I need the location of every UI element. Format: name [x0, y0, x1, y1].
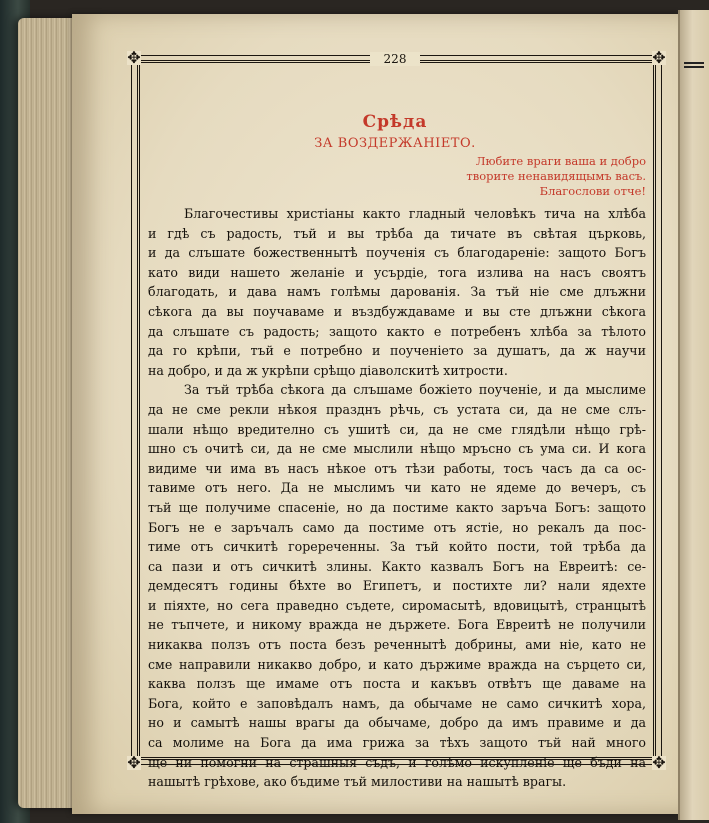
- text-line: Бога, който е заповѣдалъ намъ, да обычаме не само сичкитѣ хора,: [148, 695, 646, 711]
- text-line: са пази и отъ сичкитѣ злины. Както казвалъ Богъ на Евреитѣ: се-: [148, 558, 646, 574]
- text-line: на добро, и да ж укрѣпи срѣщо діаволскитѣ хитрости.: [148, 362, 508, 378]
- text-line: видиме чи има въ насъ нѣкое отъ тѣзи работы, тосъ часъ да са ос-: [148, 460, 646, 476]
- text-line: и да слъшате божественнытѣ поученія съ благодареніе: защото Богъ: [148, 245, 646, 261]
- text-line: да не сме рекли нѣкоя празднъ рѣчь, съ устата си, да не сме слъ-: [148, 401, 646, 417]
- text-line: ще ни помогни на страшныя съдъ, и голѣмо искупленіе ще бъди на: [148, 754, 646, 770]
- text-line: са молиме на Бога да има грижа за тѣхъ защото тъй най много: [148, 735, 646, 751]
- text-line: но и самытѣ нашы врагы да обычаме, добро да имъ правиме и да: [148, 715, 646, 731]
- text-line: каква ползъ ще имаме отъ поста и какъвъ отвѣтъ ще даваме на: [148, 676, 646, 692]
- epigraph-line: Любите враги ваша и добро: [475, 154, 646, 168]
- sermon-subtitle: ЗА ВОЗДЕРЖАНІЕТО.: [314, 136, 476, 151]
- text-line: не тъпчете, и никому вражда не държете. Бога Евреитѣ не получили: [148, 617, 646, 633]
- text-line: сме направили никакво добро, и като държиме вражда на сърцето си,: [148, 656, 646, 672]
- text-line: никаква ползъ отъ поста безъ реченнытѣ добрины, ами ніе, като не: [148, 637, 646, 653]
- text-line: нашытѣ грѣхове, ако бъдиме тъй милостиви на нашытѣ врагы.: [148, 774, 567, 790]
- epigraph-line: творите ненавидящымъ васъ.: [466, 169, 646, 183]
- epigraph-line: Благослови отче!: [539, 184, 646, 198]
- text-line: и піяхте, но сега праведно съдете, сиромасытѣ, вдовицытѣ, странцытѣ: [148, 597, 646, 613]
- text-line: да го крѣпи, тъй е потребно и поученіето за душатъ, да ж научи: [148, 343, 646, 359]
- text-line: да слъшате съ радость; защото както е потребенъ хлѣба за тѣлото: [148, 323, 646, 339]
- sermon-body: [148, 204, 646, 792]
- epigraph: [436, 154, 646, 199]
- paragraph: [148, 204, 646, 380]
- text-line: Богъ не е заръчалъ само да постиме отъ ястіе, но рекалъ да пос-: [148, 519, 646, 535]
- text-line: тъй ще получиме спасеніе, но да постиме както заръча Богъ: защото: [148, 499, 646, 515]
- text-line: като види нашето желаніе и усърдіе, тога излива на насъ своятъ: [148, 264, 646, 280]
- corner-ornament-icon: ✥: [127, 753, 141, 772]
- text-line: Благочестивы христіаны както гладный человѣкъ тича на хлѣба: [184, 206, 646, 221]
- text-line: За тъй трѣба сѣкога да слъшаме божіето поученіе, и да мыслиме: [184, 382, 646, 398]
- corner-ornament-icon: ✥: [652, 48, 666, 67]
- text-line: благодать, и дава намъ голѣмы дарованія. За тъй ніе сме длъжни: [148, 284, 646, 300]
- text-line: шали нѣщо вредително съ ушитѣ си, да не сме глядѣли нѣщо грѣ-: [148, 421, 646, 437]
- sermon-title: Срѣда: [362, 112, 428, 132]
- text-line: тавиме отъ него. Да не мыслимъ чи като не ядеме до вечеръ, съ: [148, 480, 646, 496]
- text-line: демдесятъ годины бѣхте во Египетъ, и постихте ли? нали ядехте: [148, 578, 646, 594]
- next-page-edge: [678, 10, 709, 820]
- text-line: сѣкога да вы поучаваме и въздбуждаваме и вы сте длъжни сѣкога: [148, 303, 646, 319]
- paragraph: [148, 380, 646, 791]
- corner-ornament-icon: ✥: [652, 753, 666, 772]
- text-line: шно съ очитѣ си, да не сме мыслили нѣщо мръсно съ ума си. И кога: [148, 441, 646, 457]
- text-line: тиме отъ сичкитѣ горереченны. За тъй който пости, той трѣба да: [148, 539, 646, 555]
- text-line: и гдѣ съ радость, тъй и вы трѣба да тичате въ свѣтая църковь,: [148, 225, 646, 241]
- page-number: 228: [370, 52, 420, 66]
- corner-ornament-icon: ✥: [127, 48, 141, 67]
